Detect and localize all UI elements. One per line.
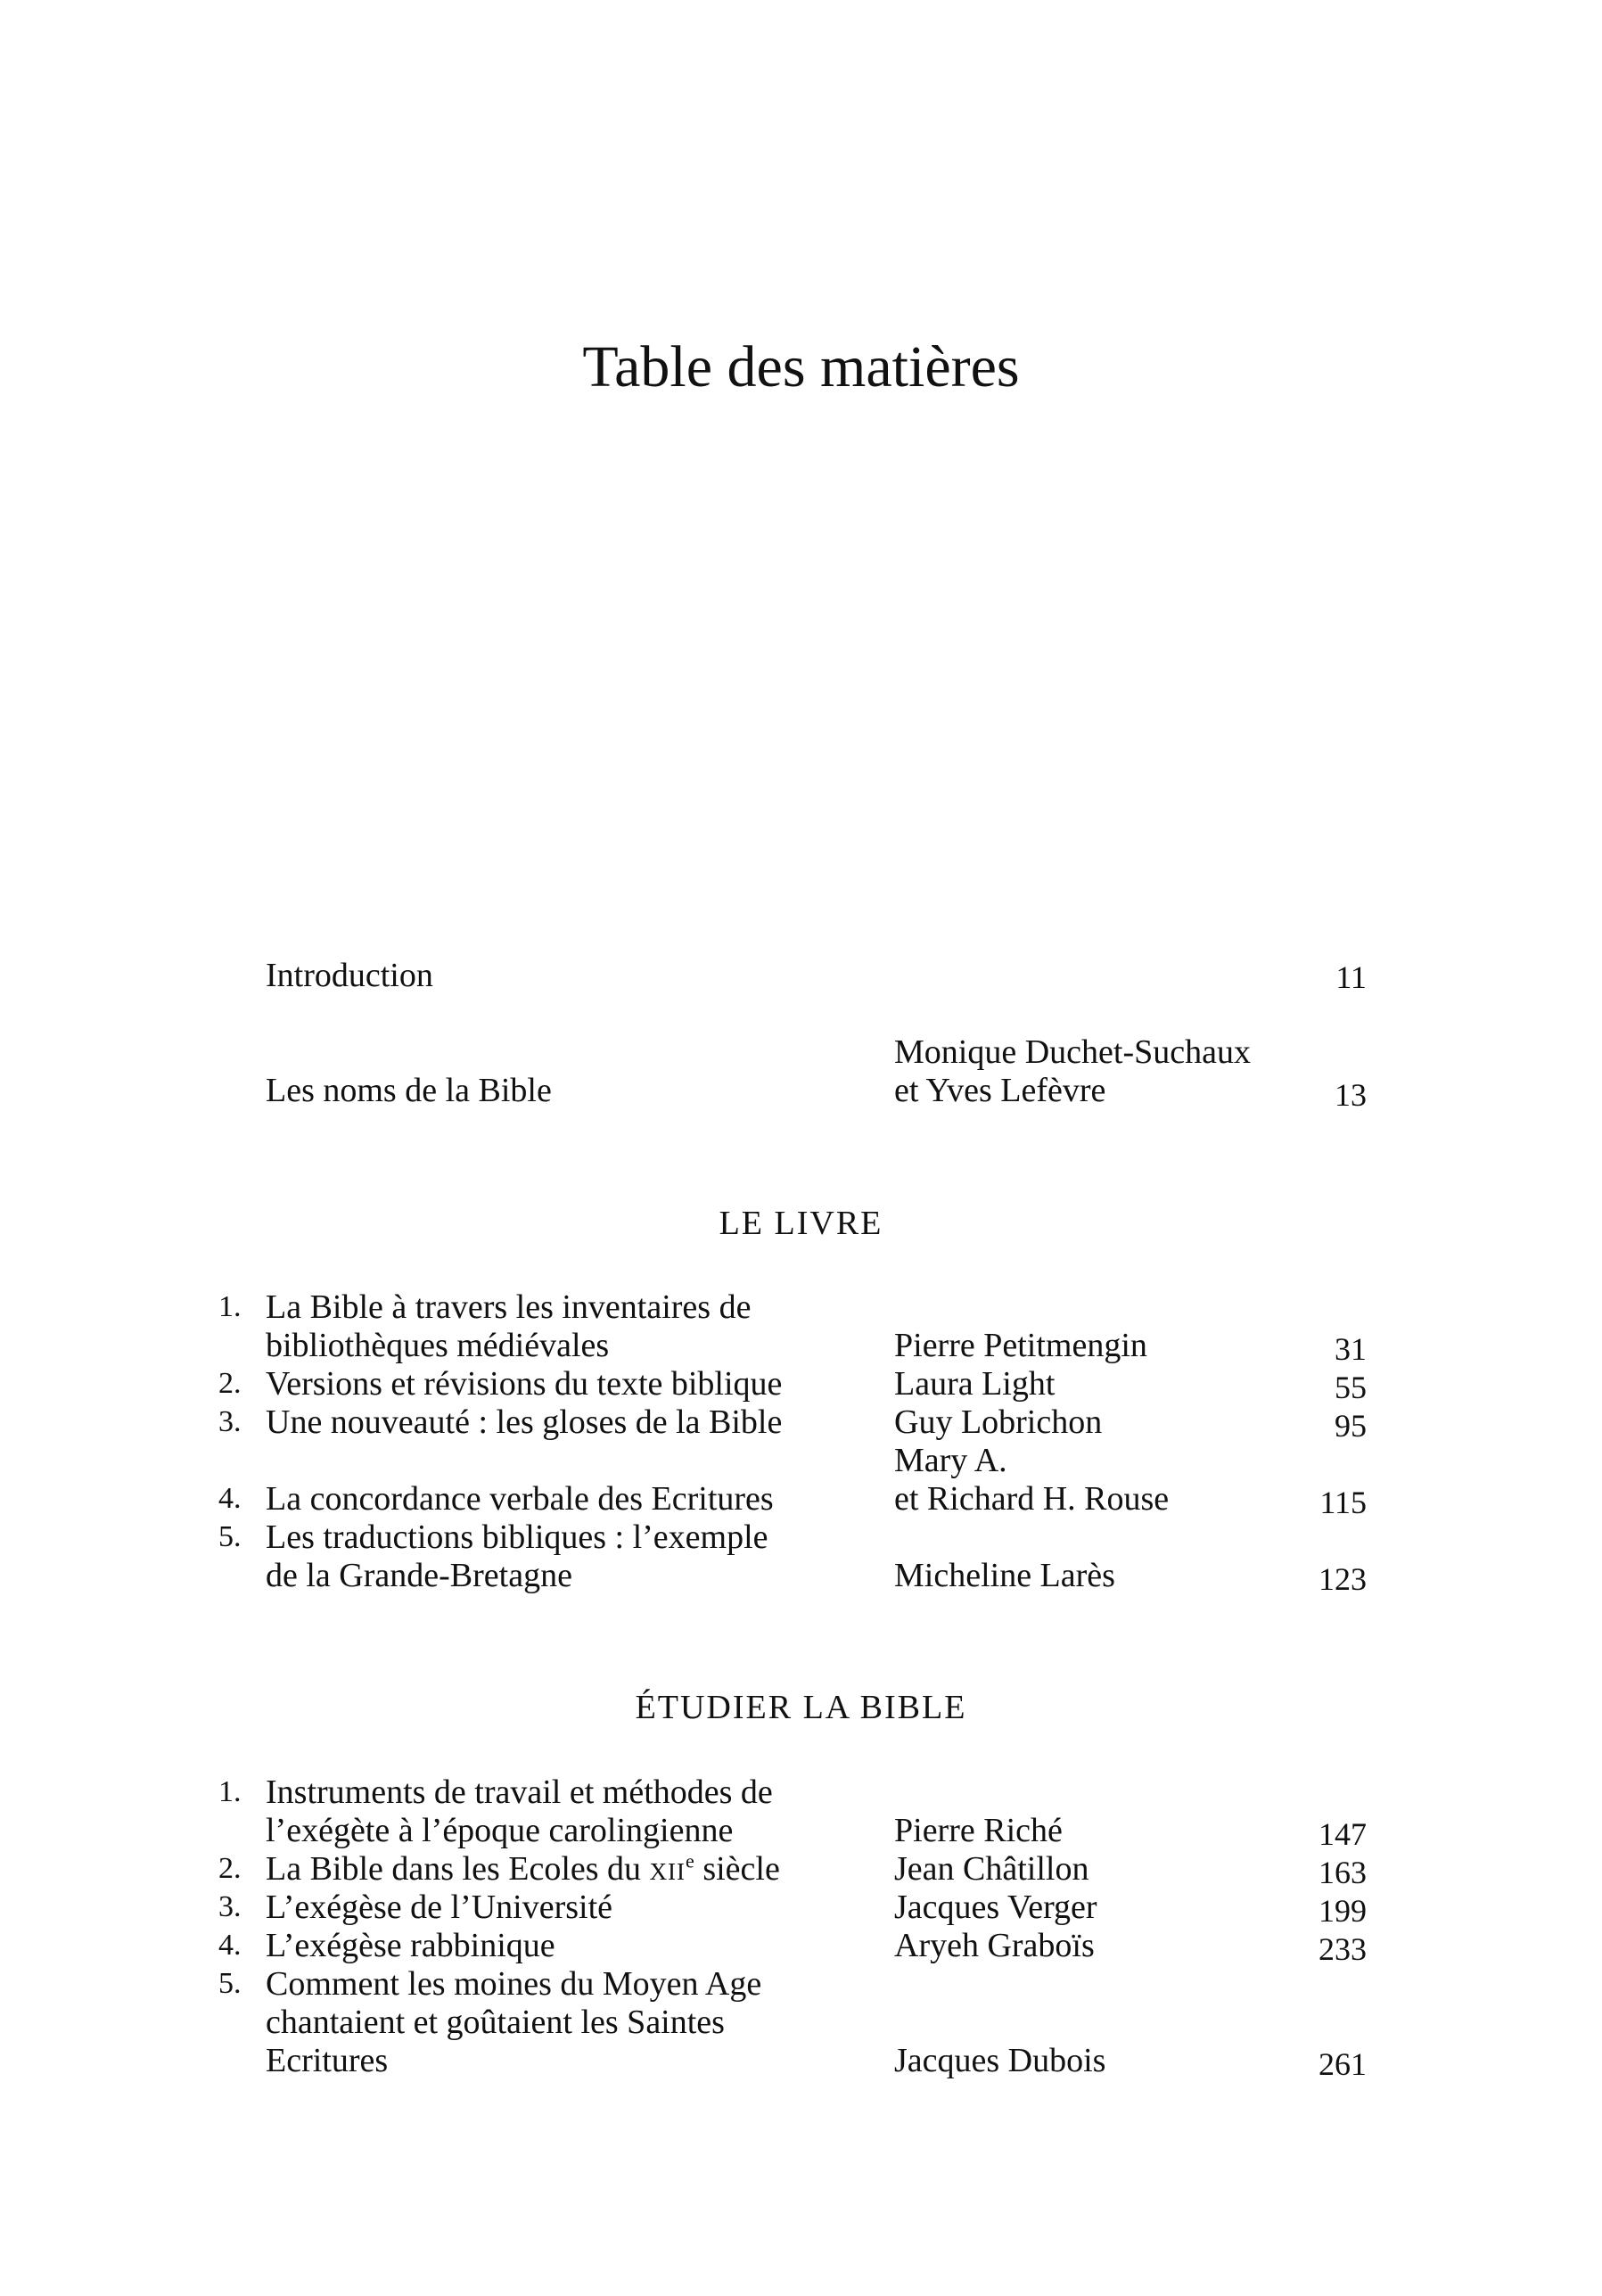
entry-author: Jean Châtillon	[894, 1850, 1089, 1888]
entry-page: 31	[1335, 1331, 1367, 1367]
entry-title-line1	[266, 1849, 780, 1891]
entry-title-line1: Une nouveauté : les gloses de la Bible	[266, 1403, 783, 1441]
entry-author-line1: Mary A.	[894, 1442, 1007, 1479]
entry-title-line2: bibliothèques médiévales	[266, 1327, 610, 1364]
entry-number: 1.	[218, 1290, 242, 1323]
entry-title-line1: Comment les moines du Moyen Age	[266, 1965, 762, 2003]
entry-title-suffix: siècle	[694, 1850, 780, 1888]
entry-title-line1: L’exégèse rabbinique	[266, 1927, 555, 1964]
entry-author-line2: et Richard H. Rouse	[894, 1480, 1170, 1518]
toc-entry-introduction-title: Introduction	[266, 957, 433, 994]
section-heading-etudier-la-bible: ÉTUDIER LA BIBLE	[635, 1689, 967, 1726]
entry-page: 95	[1335, 1408, 1367, 1444]
entry-number: 4.	[218, 1482, 242, 1515]
entry-title-line3: Ecritures	[266, 2042, 389, 2079]
entry-title-line1: L’exégèse de l’Université	[266, 1889, 612, 1926]
entry-number: 2.	[218, 1367, 242, 1400]
entry-page: 115	[1319, 1485, 1367, 1520]
entry-number: 3.	[218, 1405, 242, 1438]
toc-entry-noms-page: 13	[1335, 1077, 1367, 1113]
entry-title-prefix: La Bible dans les Ecoles du	[266, 1850, 650, 1888]
entry-author: Jacques Dubois	[894, 2042, 1106, 2079]
entry-number: 5.	[218, 1967, 242, 2000]
entry-author: Micheline Larès	[894, 1557, 1115, 1594]
entry-number: 1.	[218, 1775, 242, 1808]
page-title: Table des matières	[582, 334, 1020, 399]
entry-title-line1: Versions et révisions du texte biblique	[266, 1365, 783, 1403]
toc-entry-noms-author-line1: Monique Duchet-Suchaux	[894, 1033, 1251, 1071]
toc-entry-noms-title: Les noms de la Bible	[266, 1072, 552, 1109]
entry-author: Laura Light	[894, 1365, 1056, 1403]
entry-title-line1: La concordance verbale des Ecritures	[266, 1480, 774, 1518]
entry-author: Guy Lobrichon	[894, 1403, 1103, 1441]
entry-title-sup: e	[686, 1849, 694, 1872]
entry-title-line2: chantaient et goûtaient les Saintes	[266, 2004, 725, 2041]
toc-entry-introduction-page: 11	[1335, 959, 1367, 995]
entry-number: 4.	[218, 1929, 242, 1962]
entry-page: 233	[1319, 1931, 1367, 1967]
entry-number: 5.	[218, 1520, 242, 1553]
entry-title-line1: La Bible à travers les inventaires de	[266, 1288, 752, 1326]
entry-page: 147	[1319, 1816, 1367, 1852]
entry-page: 55	[1335, 1370, 1367, 1405]
section-heading-le-livre: LE LIVRE	[719, 1205, 883, 1242]
entry-title-century: XII	[649, 1858, 686, 1885]
entry-title-line1: Instruments de travail et méthodes de	[266, 1773, 773, 1811]
entry-page: 261	[1319, 2046, 1367, 2082]
entry-title-line2: l’exégète à l’époque carolingienne	[266, 1812, 734, 1849]
entry-author: Aryeh Graboïs	[894, 1927, 1095, 1964]
entry-number: 2.	[218, 1852, 242, 1885]
toc-entry-noms-author-line2: et Yves Lefèvre	[894, 1072, 1106, 1109]
entry-number: 3.	[218, 1890, 242, 1923]
entry-page: 199	[1319, 1893, 1367, 1929]
entry-title-line1: Les traductions bibliques : l’exemple	[266, 1518, 768, 1556]
entry-author: Pierre Riché	[894, 1812, 1063, 1849]
entry-author: Pierre Petitmengin	[894, 1327, 1147, 1364]
entry-author: Jacques Verger	[894, 1889, 1097, 1926]
entry-page: 123	[1319, 1561, 1367, 1597]
entry-page: 163	[1319, 1855, 1367, 1890]
entry-title-line2: de la Grande-Bretagne	[266, 1557, 572, 1594]
